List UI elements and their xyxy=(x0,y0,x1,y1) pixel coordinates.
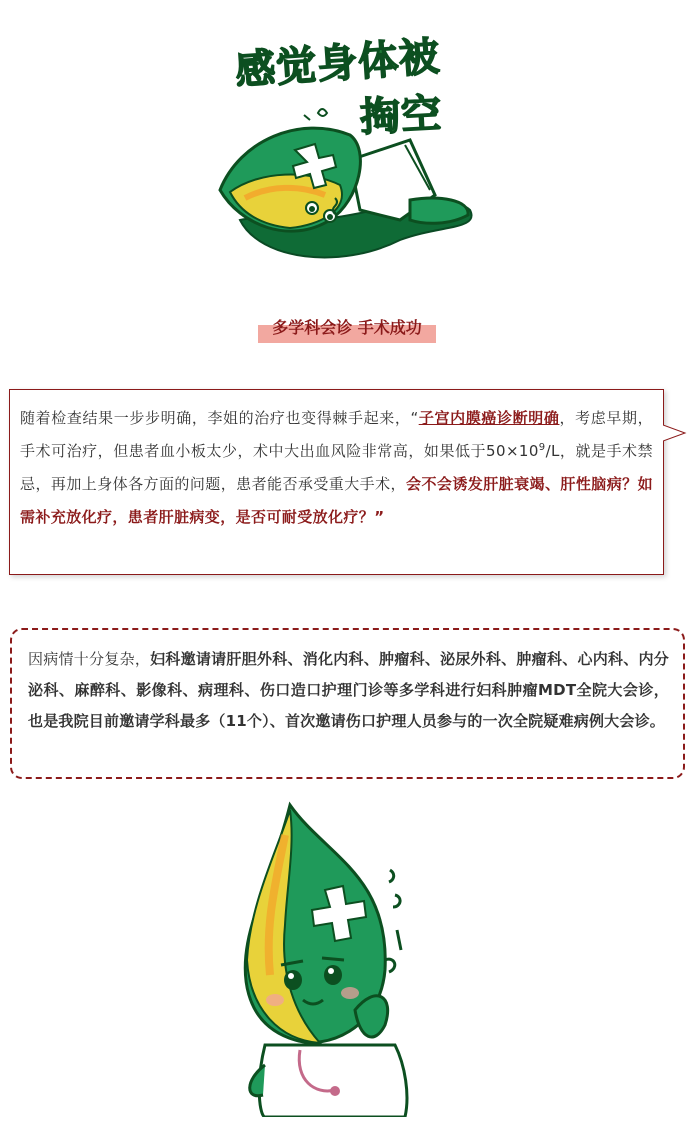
box1-text-1: 随着检查结果一步步明确，李姐的治疗也变得棘手起来，“ xyxy=(20,409,419,427)
section-heading-text: 多学科会诊 手术成功 xyxy=(272,318,422,337)
consultation-paragraph xyxy=(28,644,669,737)
speech-arrow-icon xyxy=(663,424,687,442)
box1-text-3: /L，就是手术禁忌，再加上身体各方面的问题，患者能否承受重大手术， xyxy=(20,442,653,493)
section-heading xyxy=(258,313,436,343)
box1-text-2: ，考虑早期，手术可治疗，但患者血小板太少，术中大出血风险非常高，如果低于50×10 xyxy=(20,409,653,460)
illustration-title-line2: 掏空 xyxy=(359,90,444,142)
consultation-box xyxy=(10,628,685,779)
bottom-illustration xyxy=(225,795,445,1117)
illustration-title-line1: 感觉身体被 xyxy=(233,33,442,95)
doctor-mascot-icon xyxy=(225,795,445,1117)
box1-risk-emphasis: 会不会诱发肝脏衰竭、肝性脑病？如需补充放化疗，患者肝脏病变，是否可耐受放化疗？” xyxy=(20,475,653,526)
lying-mascot-icon xyxy=(200,20,500,290)
box2-text-1: 因病情十分复杂， xyxy=(28,650,151,668)
box1-diagnosis-emphasis: 子宫内膜癌诊断明确 xyxy=(418,409,560,427)
box1-exponent: 9 xyxy=(538,442,546,453)
top-illustration xyxy=(200,20,500,290)
case-description-box xyxy=(9,389,664,575)
case-description-paragraph xyxy=(20,402,653,534)
box2-text-bold: 妇科邀请请肝胆外科、消化内科、肿瘤科、泌尿外科、肿瘤科、心内科、内分泌科、麻醉科、影像科、病理科、伤口造口护理门诊等多学科进行妇科肿瘤MDT全院大会诊，也是我院目前邀请学科最多（11个）、首次邀请伤口护理人员参与的一次全院疑难病例大会诊。 xyxy=(28,650,669,730)
